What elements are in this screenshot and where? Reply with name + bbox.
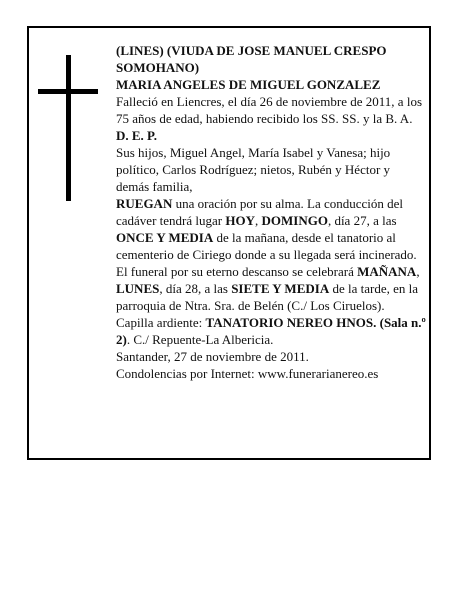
siete-y-media-text: SIETE Y MEDIA bbox=[231, 281, 330, 296]
dia-27-text: , día 27, a las bbox=[327, 213, 397, 228]
deceased-name-text: MARIA ANGELES DE MIGUEL GONZALEZ bbox=[116, 77, 381, 92]
tanatorio-name: TANATORIO NEREO HNOS. (Sala n.º 2) bbox=[116, 315, 426, 347]
manana-text: MAÑANA bbox=[357, 264, 417, 279]
tanatorio-address: . C./ Repuente-La Albericia. bbox=[126, 332, 274, 347]
deceased-name bbox=[116, 76, 426, 93]
obituary-notice bbox=[27, 26, 431, 460]
domingo-text: DOMINGO bbox=[261, 213, 328, 228]
dep-line bbox=[116, 127, 426, 144]
ruegan-text: RUEGAN bbox=[116, 196, 173, 211]
ceremony-paragraph bbox=[116, 195, 426, 314]
conduccion-rest: de la mañana, desde el tanatorio al cementerio de Ciriego donde a su llegada será incinerado. El funeral por su eterno descanso se celebrará bbox=[116, 230, 417, 279]
hoy-text: HOY bbox=[225, 213, 255, 228]
family-line: Sus hijos, Miguel Angel, María Isabel y Vanesa; hijo político, Carlos Rodríguez; nietos, Rubén y Héctor y demás familia, bbox=[116, 145, 391, 194]
header-line bbox=[116, 42, 426, 76]
dia-28-text: , día 28, a las bbox=[159, 281, 232, 296]
obituary-text bbox=[116, 42, 426, 382]
capilla-label: Capilla ardiente: bbox=[116, 315, 206, 330]
dep-text: D. E. P. bbox=[116, 128, 158, 143]
lunes-text: LUNES bbox=[116, 281, 160, 296]
comma-1: , bbox=[254, 213, 262, 228]
cross-icon bbox=[38, 55, 98, 201]
capilla-line bbox=[116, 314, 426, 348]
place-date: Santander, 27 de noviembre de 2011. bbox=[116, 349, 309, 364]
comma-2: , bbox=[416, 264, 420, 279]
cross-horizontal-bar bbox=[38, 89, 98, 94]
header-line-text: (LINES) (VIUDA DE JOSE MANUEL CRESPO SOMOHANO) bbox=[116, 43, 387, 75]
ruegan-rest: una oración por su alma. La conducción del cadáver tendrá lugar bbox=[116, 196, 404, 228]
death-statement: Falleció en Liencres, el día 26 de noviembre de 2011, a los 75 años de edad, habiendo recibido los SS. SS. y la B. A. bbox=[116, 94, 423, 126]
funeral-rest: de la tarde, en la parroquia de Ntra. Sra. de Belén (C./ Los Ciruelos). bbox=[116, 281, 419, 313]
cross-vertical-bar bbox=[66, 55, 71, 201]
once-y-media-text: ONCE Y MEDIA bbox=[116, 230, 214, 245]
condolences-line: Condolencias por Internet: www.funerarianereo.es bbox=[116, 366, 379, 381]
